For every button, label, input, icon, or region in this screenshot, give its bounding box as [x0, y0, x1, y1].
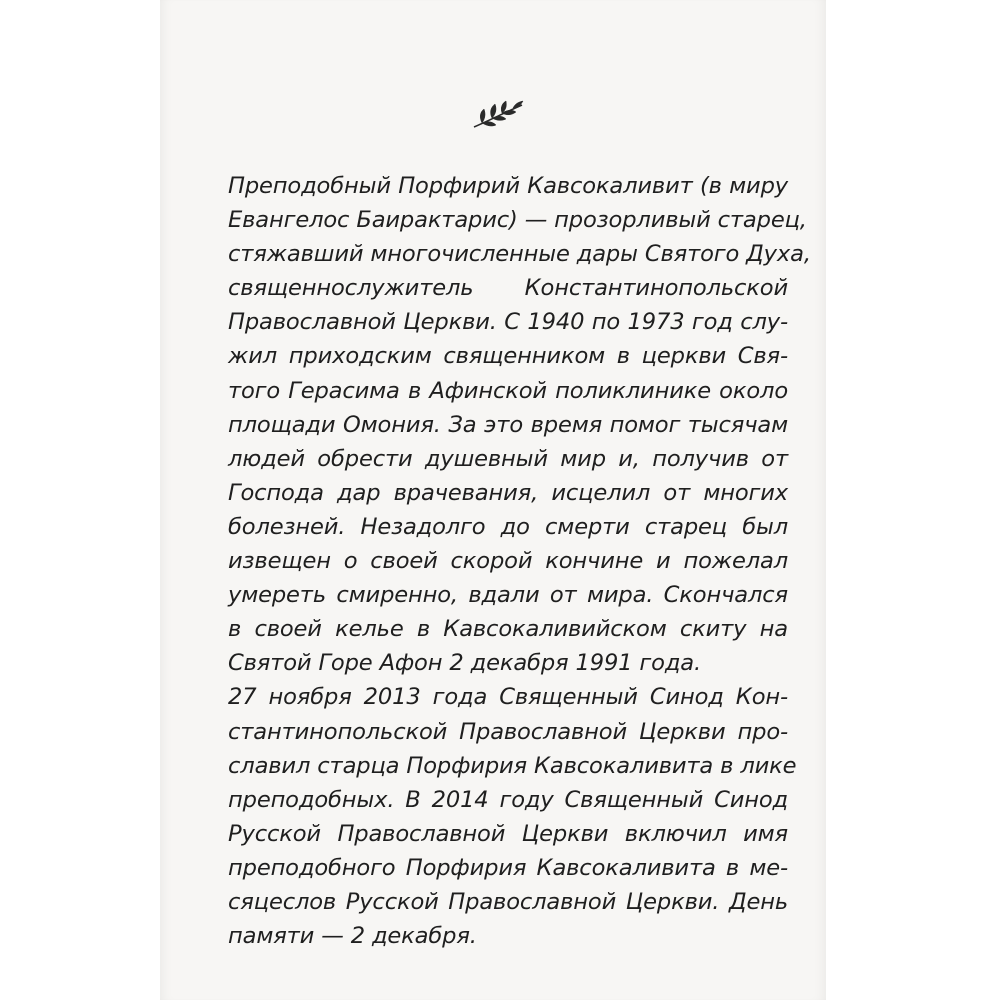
- body-text: [228, 169, 811, 953]
- text-line: 27 ноября 2013 года Священный Синод Кон-: [228, 684, 788, 711]
- text-line: умереть смиренно, вдали от мира. Скончался: [228, 582, 788, 609]
- text-line: священнослужитель Константинопольской: [228, 275, 788, 302]
- text-line: стантинопольской Православной Церкви про-: [228, 718, 788, 745]
- text-line: сяцеслов Русской Православной Церкви. День: [228, 888, 788, 915]
- text-line: славил старца Порфирия Кавсокаливита в лике: [228, 752, 797, 779]
- text-line: людей обрести душевный мир и, получив от: [228, 445, 788, 472]
- text-line: Русской Православной Церкви включил имя: [228, 820, 788, 847]
- olive-branch-icon: [470, 99, 526, 135]
- text-line: памяти — 2 декабря.: [228, 923, 477, 950]
- text-line: болезней. Незадолго до смерти старец был: [228, 513, 788, 540]
- text-line: извещен о своей скорой кончине и пожелал: [228, 548, 788, 575]
- text-line: в своей келье в Кавсокаливийском скиту на: [228, 616, 788, 643]
- text-line: жил приходским священником в церкви Свя-: [228, 343, 788, 370]
- text-line: того Герасима в Афинской поликлинике около: [228, 377, 788, 404]
- text-line: преподобного Порфирия Кавсокаливита в ме-: [228, 854, 788, 881]
- text-line: Евангелос Баирактарис) — прозорливый старец,: [228, 207, 807, 234]
- text-line: Православной Церкви. С 1940 по 1973 год слу-: [228, 309, 788, 336]
- text-line: Святой Горе Афон 2 декабря 1991 года.: [228, 650, 702, 677]
- paragraph-2: [228, 680, 797, 953]
- paragraph-1: [228, 169, 811, 680]
- text-line: преподобных. В 2014 году Священный Синод: [228, 786, 788, 813]
- text-line: стяжавший многочисленные дары Святого Духа,: [228, 241, 811, 268]
- text-line: Преподобный Порфирий Кавсокаливит (в миру: [228, 173, 788, 199]
- text-line: Господа дар врачевания, исцелил от многих: [228, 479, 788, 506]
- text-line: площади Омония. За это время помог тысячам: [228, 411, 788, 438]
